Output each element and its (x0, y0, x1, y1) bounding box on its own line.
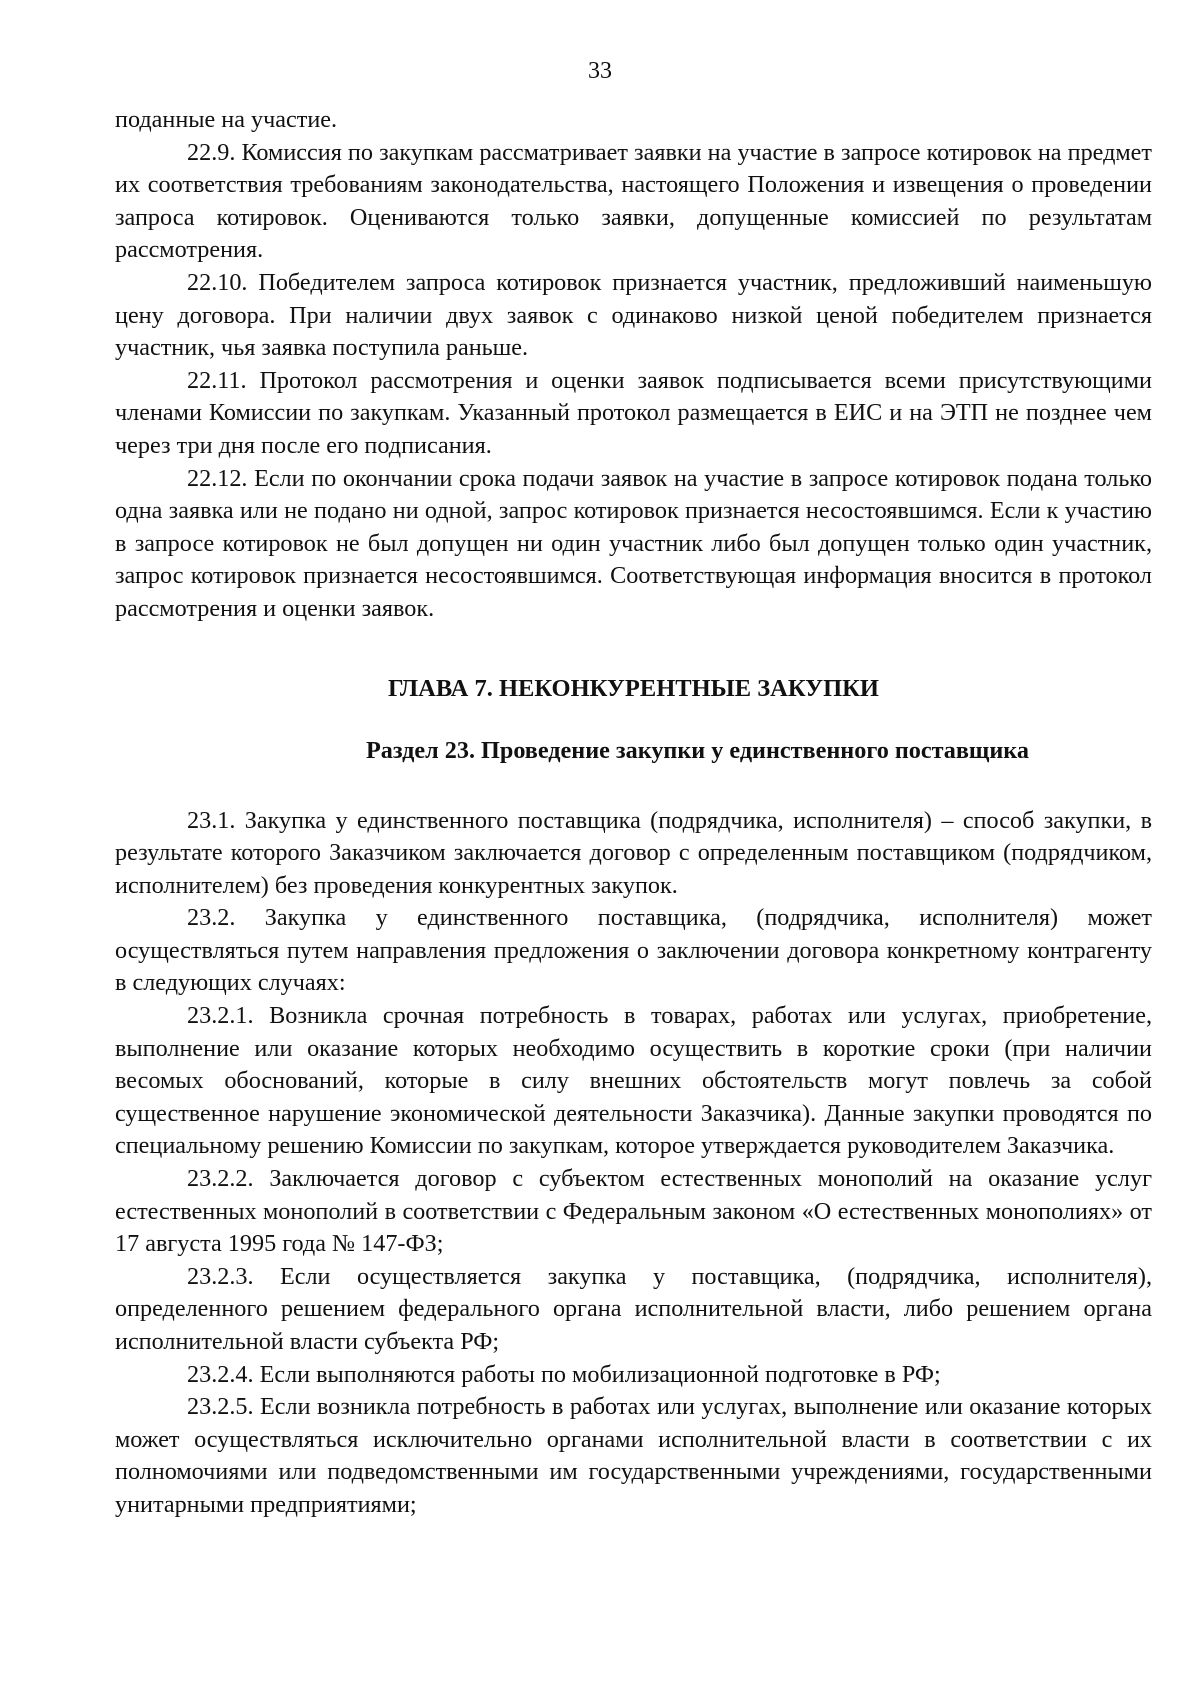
paragraph-23-2-4: 23.2.4. Если выполняются работы по мобилизационной подготовке в РФ; (187, 1360, 941, 1388)
chapter-heading: ГЛАВА 7. НЕКОНКУРЕНТНЫЕ ЗАКУПКИ (388, 674, 879, 702)
paragraph-22-10: 22.10. Победителем запроса котировок признается участник, предложивший наименьшую цену договора. При наличии двух заявок с одинаково низкой ценой победителем признается участник, чья заявка поступила раньше. (115, 268, 1152, 362)
paragraph-22-9: 22.9. Комиссия по закупкам рассматривает заявки на участие в запросе котировок на предмет их соответствия требованиям законодательства, настоящего Положения и извещения о проведении запроса котировок. Оцениваются только заявки, допущенные комиссией по результатам рассмотрения. (115, 138, 1152, 264)
page-number: 33 (588, 58, 612, 84)
paragraph-23-2-3: 23.2.3. Если осуществляется закупка у поставщика, (подрядчика, исполнителя), определенного решением федерального органа исполнительной власти, либо решением органа исполнительной власти субъекта РФ; (115, 1262, 1152, 1355)
paragraph-23-2-2: 23.2.2. Заключается договор с субъектом естественных монополий на оказание услуг естественных монополий в соответствии с Федеральным законом «О естественных монополиях» от 17 августа 1995 года № 147-ФЗ; (115, 1165, 1152, 1258)
paragraph-22-12: 22.12. Если по окончании срока подачи заявок на участие в запросе котировок подана только одна заявка или не подано ни одной, запрос котировок признается несостоявшимся. Если к участию в запросе котировок не был допущен ни один участник либо был допущен только один участник, запрос котировок признается несостоявшимся. Соответствующая информация вносится в протокол рассмотрения и оценки заявок. (115, 464, 1152, 622)
paragraph-continuation: поданные на участие. (115, 106, 338, 133)
paragraph-23-1: 23.1. Закупка у единственного поставщика (подрядчика, исполнителя) – способ закупки, в результате которого Заказчиком заключается договор с определенным поставщиком (подрядчиком, исполнителем) без проведения конкурентных закупок. (115, 806, 1152, 899)
document-body (115, 104, 1152, 1522)
paragraph-23-2-5: 23.2.5. Если возникла потребность в работах или услугах, выполнение или оказание которых может осуществляться исключительно органами исполнительной власти в соответствии с их полномочиями или подведомственными им государственными учреждениями, государственными унитарными предприятиями; (115, 1393, 1152, 1518)
paragraph-23-2: 23.2. Закупка у единственного поставщика, (подрядчика, исполнителя) может осуществляться путем направления предложения о заключении договора конкретному контрагенту в следующих случаях: (115, 904, 1152, 997)
paragraph-22-11: 22.11. Протокол рассмотрения и оценки заявок подписывается всеми присутствующими членами Комиссии по закупкам. Указанный протокол размещается в ЕИС и на ЭТП не позднее чем через три дня после его подписания. (115, 366, 1152, 459)
section-heading: Раздел 23. Проведение закупки у единственного поставщика (366, 736, 1029, 764)
paragraph-23-2-1: 23.2.1. Возникла срочная потребность в товарах, работах или услугах, приобретение, выполнение или оказание которых необходимо осуществить в короткие сроки (при наличии весомых обоснований, которые в силу внешних обстоятельств могут повлечь за собой существенное нарушение экономической деятельности Заказчика). Данные закупки проводятся по специальному решению Комиссии по закупкам, которое утверждается руководителем Заказчика. (115, 1002, 1152, 1160)
